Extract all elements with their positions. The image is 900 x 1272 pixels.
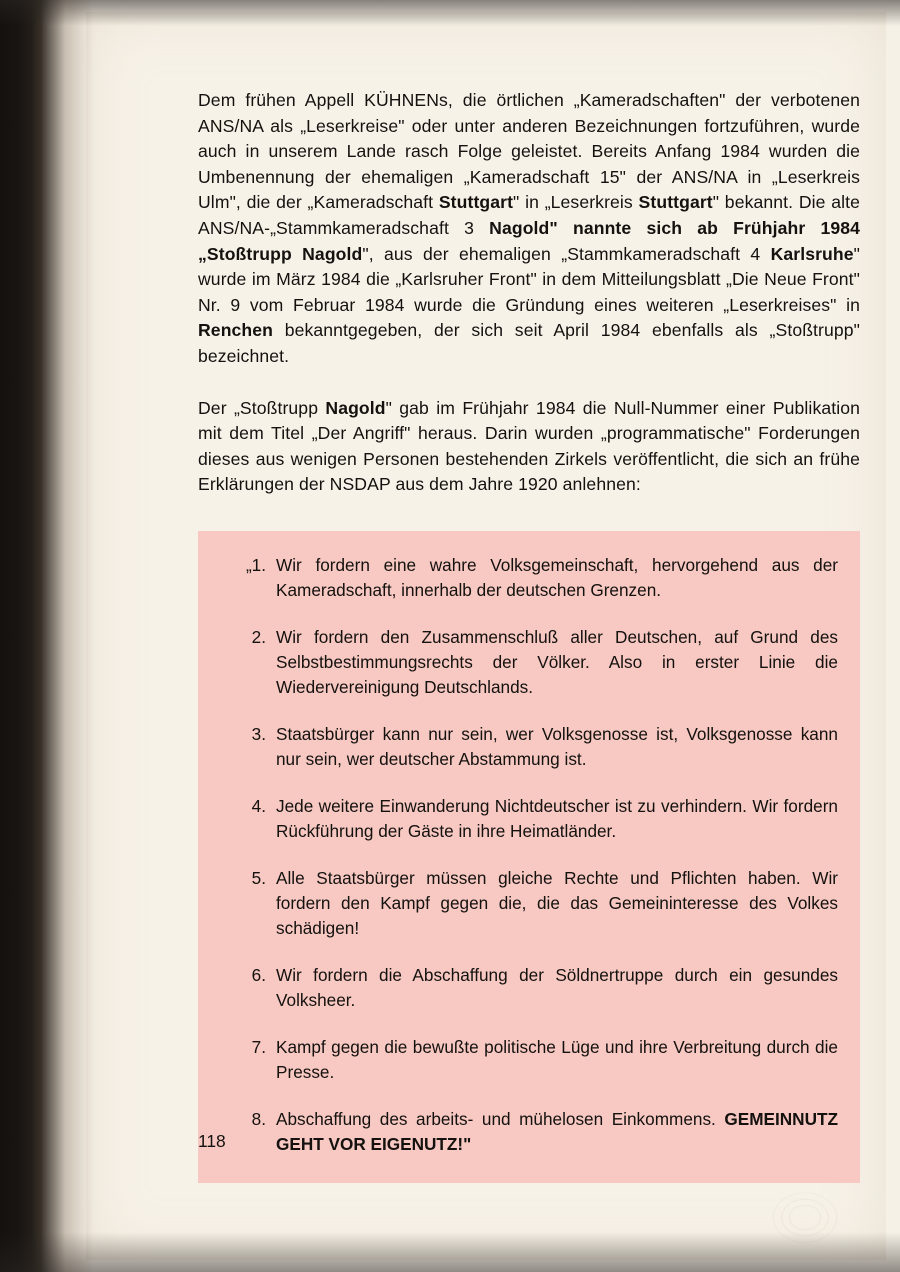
demand-list — [220, 553, 838, 1157]
demand-item-text: Jede weitere Einwanderung Nichtdeutscher ist zu verhindern. Wir fordern Rückführung der Gäste in ihre Heimatländer. — [276, 796, 838, 841]
paragraph-2: Der „Stoßtrupp Nagold" gab im Frühjahr 1984 die Null-Nummer einer Publikation mit dem Titel „Der Angriff" heraus. Darin wurden „programmatische" Forderungen dieses aus wenigen Personen bestehenden Zirkels veröffentlicht, die sich an frühe Erklärungen der NSDAP aus dem Jahre 1920 anlehnen: — [198, 397, 860, 495]
demand-item — [220, 625, 838, 700]
demand-item — [220, 722, 838, 772]
body-text-column — [198, 88, 860, 498]
demand-item-number: 3. — [251, 724, 266, 744]
book-gutter-shadow — [0, 0, 42, 1272]
demand-item-text: Wir fordern die Abschaffung der Söldnertruppe durch ein gesundes Volksheer. — [276, 965, 838, 1010]
demand-item-text: Alle Staatsbürger müssen gleiche Rechte und Pflichten haben. Wir fordern den Kampf gegen die, die das Gemeininteresse des Volkes schädigen! — [276, 868, 838, 938]
demand-item-number: 8. — [251, 1109, 266, 1129]
demand-item-text: Wir fordern eine wahre Volksgemeinschaft, hervorgehend aus der Kameradschaft, innerhalb der deutschen Grenzen. — [276, 555, 838, 600]
paragraph-1: Dem frühen Appell KÜHNENs, die örtlichen „Kameradschaften" der verbotenen ANS/NA als „Leserkreise" oder unter anderen Bezeichnungen fortzuführen, wurde auch in unserem Lande rasch Folge geleistet. Bereits Anfang 1984 wurden die Umbenennung der ehemaligen „Kameradschaft 15" der ANS/NA in „Leserkreis Ulm", die der „Kameradschaft Stuttgart" in „Leserkreis Stuttgart" bekannt. Die alte ANS/NA-„Stammkameradschaft 3 Nagold" nannte sich ab Frühjahr 1984 „Stoßtrupp Nagold", aus der ehemaligen „Stammkameradschaft 4 Karlsruhe" wurde im März 1984 die „Karlsruher Front" in dem Mitteilungsblatt „Die Neue Front" Nr. 9 vom Februar 1984 wurde die Gründung eines weiteren „Leserkreises" in Renchen bekanntgegeben, der sich seit April 1984 ebenfalls als „Stoßtrupp" bezeichnet. — [198, 90, 860, 366]
demand-item-number: 2. — [251, 627, 266, 647]
book-gutter-gradient — [42, 0, 94, 1272]
page-bottom-shadow — [0, 1232, 900, 1272]
demand-item — [220, 794, 838, 844]
demand-item — [220, 1107, 838, 1157]
demand-item — [220, 1035, 838, 1085]
demand-item — [220, 866, 838, 941]
demand-item-text: Abschaffung des arbeits- und mühelosen Einkommens. GEMEINNUTZ GEHT VOR EIGENUTZ!" — [276, 1109, 838, 1154]
demand-item-number: 7. — [251, 1037, 266, 1057]
demand-item-text: Wir fordern den Zusammenschluß aller Deutschen, auf Grund des Selbstbestimmungsrechts der Völker. Also in erster Linie die Wiedervereinigung Deutschlands. — [276, 627, 838, 697]
page-top-shadow — [0, 0, 900, 26]
demand-item-number: „1. — [245, 555, 266, 575]
demand-item-number: 5. — [251, 868, 266, 888]
page-number: 118 — [198, 1131, 226, 1151]
demand-item-number: 6. — [251, 965, 266, 985]
highlighted-quote-box — [198, 531, 860, 1183]
demand-item-text: Kampf gegen die bewußte politische Lüge und ihre Verbreitung durch die Presse. — [276, 1037, 838, 1082]
demand-item-number: 4. — [251, 796, 266, 816]
demand-item-text: Staatsbürger kann nur sein, wer Volksgenosse ist, Volksgenosse kann nur sein, wer deutscher Abstammung ist. — [276, 724, 838, 769]
demand-item — [220, 553, 838, 603]
demand-item — [220, 963, 838, 1013]
